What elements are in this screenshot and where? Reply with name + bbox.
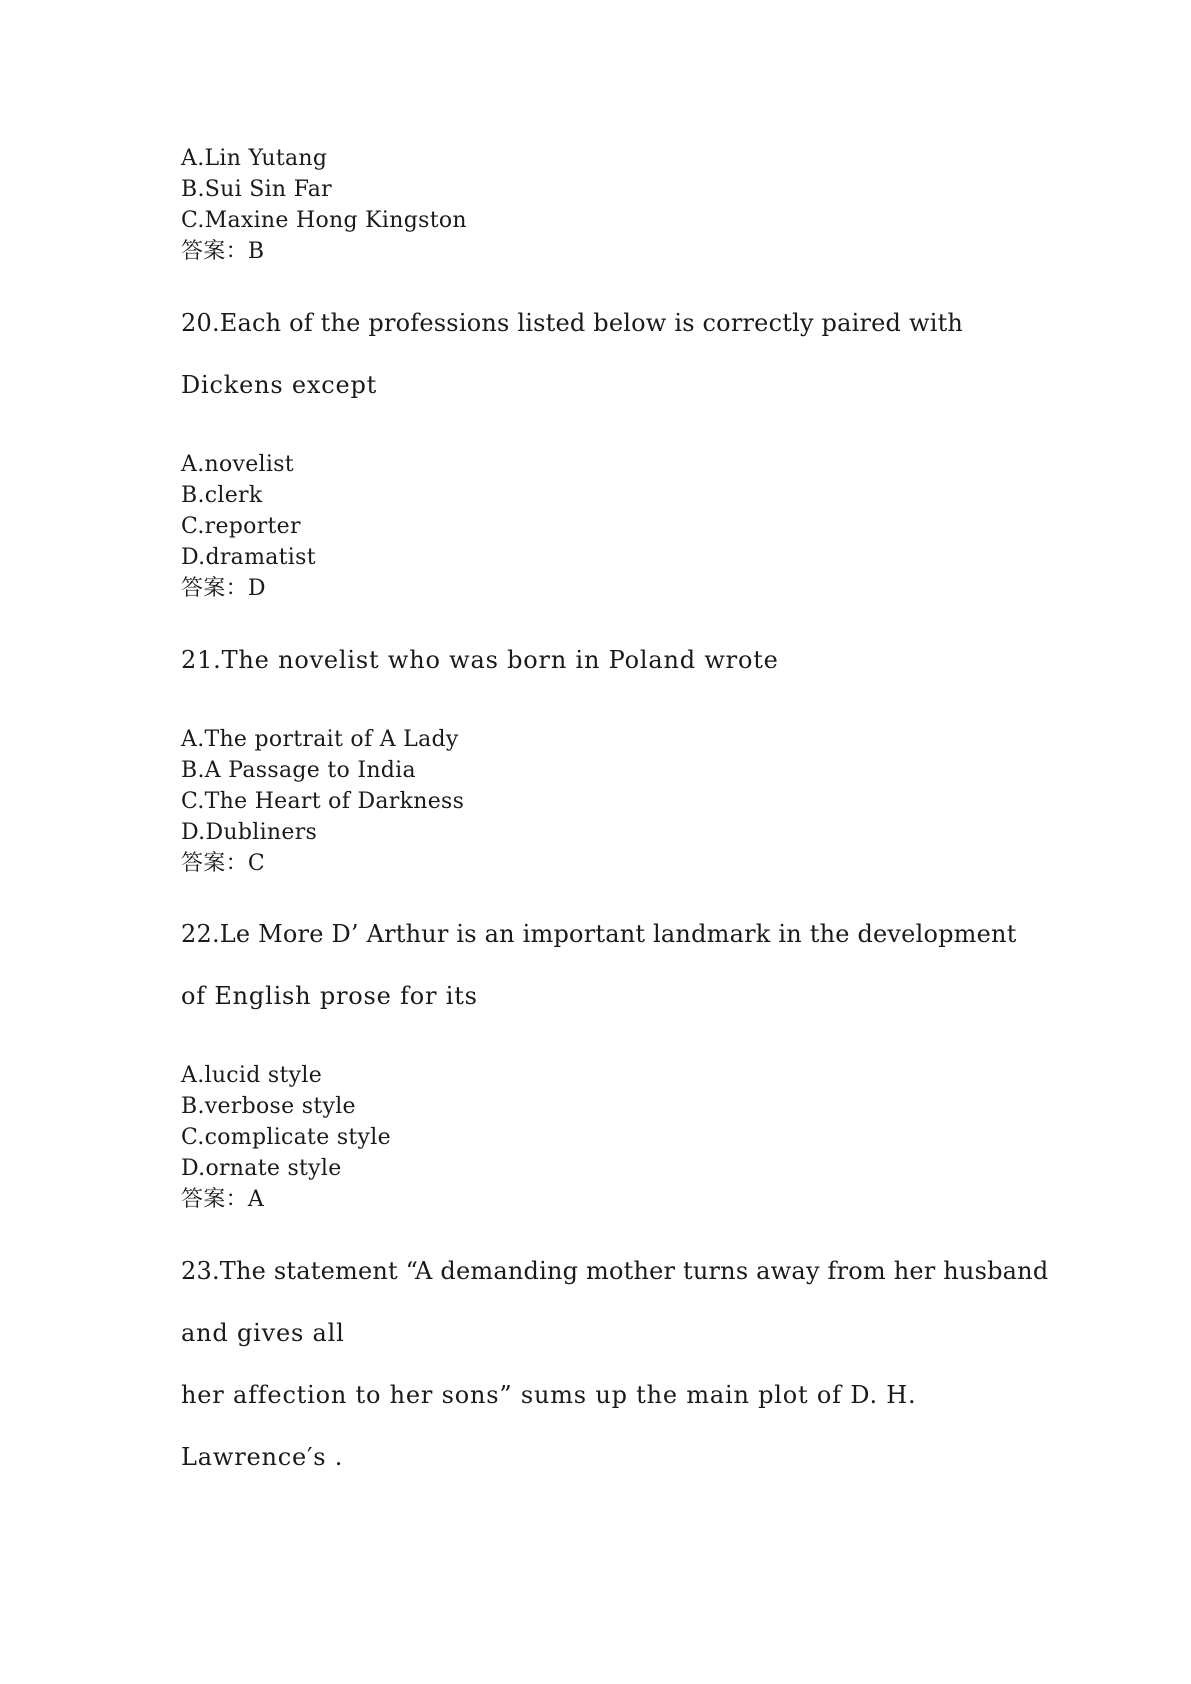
q20-option-c: C.reporter [181,514,301,539]
q23-text-line-2: and gives all [181,1319,345,1347]
q19-option-b: B.Sui Sin Far [181,177,333,202]
q23-text-line-1: 23.The statement “A demanding mother turns away from her husband [181,1257,1049,1285]
q21-option-d: D.Dubliners [181,820,318,845]
q20-text-line-1: 20.Each of the professions listed below is correctly paired with [181,309,964,337]
q20-option-b: B.clerk [181,483,263,508]
q19-answer: 答案：B [181,239,265,264]
q20-option-a: A.novelist [181,452,294,477]
q21-option-b: B.A Passage to India [181,758,416,783]
q23-text-line-4: Lawrence′s . [181,1443,344,1471]
q22-answer: 答案：A [181,1187,265,1212]
q22-option-c: C.complicate style [181,1125,391,1150]
q22-option-b: B.verbose style [181,1094,356,1119]
q21-text-line-1: 21.The novelist who was born in Poland wrote [181,646,779,674]
q22-option-d: D.ornate style [181,1156,342,1181]
q21-option-a: A.The portrait of A Lady [181,727,459,752]
q21-answer: 答案：C [181,851,266,876]
q19-option-a: A.Lin Yutang [181,146,328,171]
q20-text-line-2: Dickens except [181,371,378,399]
q19-option-c: C.Maxine Hong Kingston [181,208,467,233]
q21-option-c: C.The Heart of Darkness [181,789,465,814]
q20-answer: 答案：D [181,576,266,601]
q23-text-line-3: her affection to her sons” sums up the main plot of D. H. [181,1381,917,1409]
q22-text-line-2: of English prose for its [181,982,478,1010]
q22-text-line-1: 22.Le More D’ Arthur is an important landmark in the development [181,920,1017,948]
q20-option-d: D.dramatist [181,545,316,570]
q22-option-a: A.lucid style [181,1063,323,1088]
